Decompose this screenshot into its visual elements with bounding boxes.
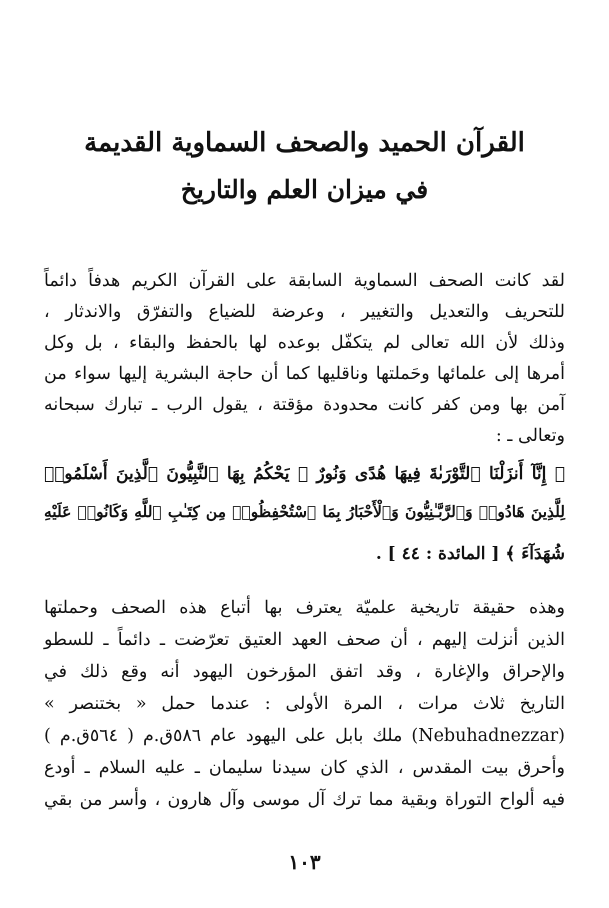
text-line: والإحراق والإغارة ، وقد اتفق المؤرخون اليهود أنه وقع ذلك في bbox=[44, 662, 565, 682]
page-number: ١٠٣ bbox=[288, 850, 321, 874]
text-line: وأحرق بيت المقدس ، الذي كان سيدنا سليمان ـ عليه السلام ـ أودع bbox=[44, 758, 565, 778]
verse-line: شُهَدَآءَ ﴾ [ المائدة : ٤٤ ] . bbox=[375, 544, 565, 564]
text-line: وتعالى ـ : bbox=[495, 426, 565, 446]
text-line: للتحريف والتعديل والتغيير ، وعرضة للضياع والتفرّق والاندثار ، bbox=[44, 302, 565, 322]
text-line: وهذه حقيقة تاريخية علميّة يعترف بها أتباع هذه الصحف وحملتها bbox=[44, 598, 565, 618]
verse-line: لِلَّذِينَ هَادُوا۟ وَٱلرَّبَّـٰنِيُّونَ وَٱلْأَحْبَارُ بِمَا ٱسْتُحْفِظُوا۟ مِن كِتَـٰبِ ٱللَّهِ وَكَانُوا۟ عَلَيْهِ bbox=[44, 502, 565, 521]
page-title: القرآن الحميد والصحف السماوية القديمة bbox=[84, 128, 525, 158]
text-line: التاريخ ثلاث مرات ، المرة الأولى : عندما حمل « بختنصر » bbox=[44, 694, 565, 714]
text-line: أمرها إلى علمائها وحَملتها وناقليها كما أن حاجة البشرية إليها سواء من bbox=[44, 364, 565, 384]
text-line: فيه ألواح التوراة وبقية مما ترك آل موسى وآل هارون ، وأسر من بقي bbox=[44, 790, 565, 810]
text-line: آمن بها ومن كفر كانت محدودة مؤقتة ، يقول الرب ـ تبارك سبحانه bbox=[44, 395, 565, 415]
page-subtitle: في ميزان العلم والتاريخ bbox=[180, 175, 429, 204]
text-line: (Nebuhadnezzar) ملك بابل على اليهود عام ٥٨٦ق.م ( ٥٦٤ق.م ) bbox=[44, 726, 565, 746]
verse-line: ﴿ إِنَّآ أَنزَلْنَا ٱلتَّوْرَىٰةَ فِيهَا هُدًى وَنُورٌ ۚ يَحْكُمُ بِهَا ٱلنَّبِيُّونَ ٱلَّذِينَ أَسْلَمُوا۟ bbox=[44, 464, 565, 484]
text-line: الذين أنزلت إليهم ، أن صحف العهد العتيق تعرّضت ـ دائماً ـ للسطو bbox=[44, 630, 565, 650]
text-line: وذلك لأن الله تعالى لم يتكفّل بوعده لها بالحفظ والبقاء ، بل وكل bbox=[44, 333, 565, 353]
text-line: لقد كانت الصحف السماوية السابقة على القرآن الكريم هدفاً دائماً bbox=[44, 271, 565, 291]
